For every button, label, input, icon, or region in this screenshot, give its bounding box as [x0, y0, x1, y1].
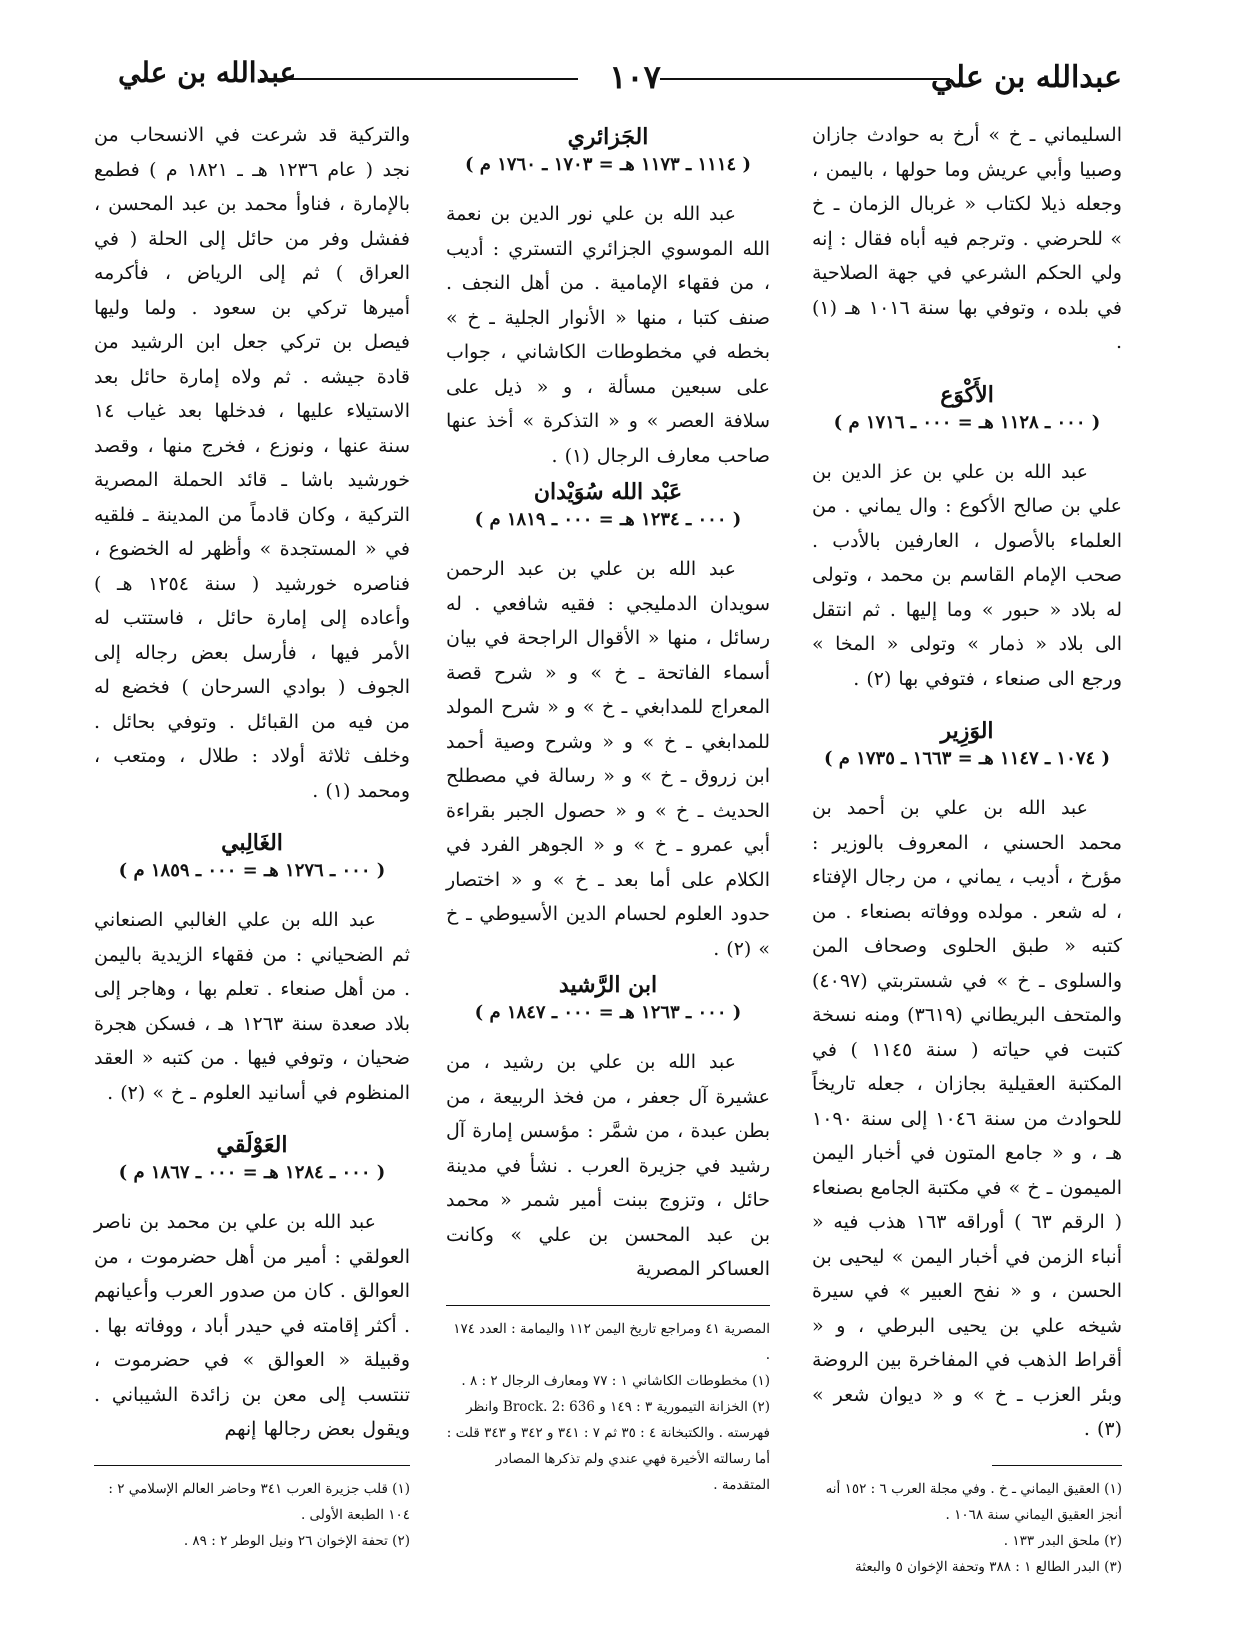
footnote-separator [446, 1305, 770, 1306]
footnote: (١) مخطوطات الكاشاني ١ : ٧٧ ومعارف الرجال ٢ : ٨ . [461, 1372, 770, 1389]
entry-title: ابن الرَّشيد [558, 972, 658, 998]
entry-jazairi [446, 124, 770, 473]
entry-text: عبد الله بن علي بن محمد بن ناصر العولقي : أمير من أهل حضرموت ، من العوالق . كان من صدور العرب وأعيانهم . أكثر إقامته في حيدر أباد ، ووفاته بها . وقبيلة « العوالق » في حضرموت ، تنتسب إلى معن بن زائدة الشيباني . ويقول بعض رجالها إنهم [94, 1211, 410, 1440]
footnote: (١) العقيق اليماني ـ خ . وفي مجلة العرب ٦ : ١٥٢ أنه أنجز العقيق اليماني سنة ١٠٦٨ . [825, 1480, 1122, 1523]
entry-title: العَوْلَقي [216, 1132, 288, 1158]
entry-suwaydan [446, 479, 770, 966]
entry-dates: ( ٠٠٠ ـ ١٢٧٦ هـ = ٠٠٠ ـ ١٨٥٩ م ) [118, 860, 386, 881]
entry-dates: ( ٠٠٠ ـ ١٢٨٤ هـ = ٠٠٠ ـ ١٨٦٧ م ) [118, 1162, 386, 1183]
header-rule-right [660, 78, 950, 80]
entry-ibn-rashid [446, 972, 770, 1287]
entry-dates: ( ٠٠٠ ـ ١٢٦٣ هـ = ٠٠٠ ـ ١٨٤٧ م ) [474, 1002, 742, 1023]
entry-text: عبد الله بن علي نور الدين بن نعمة الله الموسوي الجزائري التستري : أديب ، من فقهاء الإمامية . من أهل النجف . صنف كتبا ، منها « الأنوار الجلية ـ خ » بخطه في مخطوطات الكاشاني ، جواب على سبعين مسألة ، و « ذيل على سلافة العصر » و « التذكرة » أخذ عنها صاحب معارف الرجال (١) . [446, 203, 770, 467]
entry-dates: ( ٠٠٠ ـ ١١٢٨ هـ = ٠٠٠ ـ ١٧١٦ م ) [833, 411, 1101, 433]
continued-paragraph: والتركية قد شرعت في الانسحاب من نجد ( عام ١٢٣٦ هـ ـ ١٨٢١ م ) فطمع بالإمارة ، فناوأ محمد بن عبد المحسن ، ففشل وفر من حائل إلى الحلة ( في العراق ) ثم إلى الرياض ، فأكرمه أميرها تركي بن سعود . ولما وليها فيصل بن تركي جعل ابن الرشيد من قادة جيشه . ثم ولاه إمارة حائل بعد الاستيلاء عليها ، فدخلها بعد غياب ١٤ سنة عنها ، ونوزع ، فخرج منها ، وقصد خورشيد باشا ـ قائد الحملة المصرية التركية ، وكان قادماً من المدينة ـ فلقيه في « المستجدة » وأظهر له الخضوع ، فناصره خورشيد ( سنة ١٢٥٤ هـ ) وأعاده إلى إمارة حائل ، فاستتب له الأمر فيها ، فأرسل بعض رجاله إلى الجوف ( بوادي السرحان ) فخضع له من فيه من القبائل . وتوفي بحائل . وخلف ثلاثة أولاد : طلال ، ومتعب ، ومحمد (١) . [94, 124, 410, 802]
entry-title: الأَكْوَع [940, 381, 994, 408]
entry-wazir [812, 718, 1122, 1447]
header-rule-left [260, 78, 578, 80]
running-header-left: عبدالله بن علي [118, 56, 297, 89]
footnote: (٢) ملحق البدر ١٣٣ . [1003, 1532, 1122, 1549]
entry-title: الغَالِبي [221, 830, 283, 856]
entry-dates: ( ١١١٤ ـ ١١٧٣ هـ = ١٧٠٣ ـ ١٧٦٠ م ) [465, 154, 751, 175]
column-right [812, 118, 1122, 1580]
running-header-right: عبدالله بن علي [930, 60, 1122, 95]
page-number: ١٠٧ [609, 58, 661, 96]
entry-awlaqi [94, 1132, 410, 1447]
footnote: (٣) البدر الطالع ١ : ٣٨٨ وتحفة الإخوان ٥ والبعثة [855, 1558, 1122, 1575]
entry-ghalibi [94, 830, 410, 1110]
entry-text: عبد الله بن علي بن أحمد بن محمد الحسني ، المعروف بالوزير : مؤرخ ، أديب ، يماني ، من رجال الإفتاء ، له شعر . مولده ووفاته بصنعاء . من كتبه « طبق الحلوى وصحاف المن والسلوى ـ خ » في شستربتي (٤٠٩٧) والمتحف البريطاني (٣٦١٩) ومنه نسخة كتبت في حياته ( سنة ١١٤٥ ) في المكتبة العقيلية بجازان ، جعله تاريخاً للحوادث من سنة ١٠٤٦ إلى سنة ١٠٩٠ هـ ، و « جامع المتون في أخبار اليمن الميمون ـ خ » في مكتبة الجامع بصنعاء ( الرقم ٦٣ ) أوراقه ١٦٣ هذب فيه « أنباء الزمن في أخبار اليمن » ليحيى بن الحسن ، و « نفح العبير » في سيرة شيخه علي بن يحيى البرطي ، و « أقراط الذهب في المفاخرة بين الروضة وبئر العزب ـ خ » و « ديوان شعر » (٣) . [812, 797, 1122, 1440]
entry-text: عبد الله بن علي بن عبد الرحمن سويدان الدمليجي : فقيه شافعي . له رسائل ، منها « الأقوال الراجحة في بيان أسماء الفاتحة ـ خ » و « شرح قصة المعراج للمدابغي ـ خ » و « شرح المولد للمدابغي ـ خ » و « وشرح وصية أحمد ابن زروق ـ خ » و « رسالة في مصطلح الحديث ـ خ » و « حصول الجبر بقراءة أبي عمرو ـ خ » و « الجوهر الفرد في الكلام على أما بعد ـ خ » و « اختصار حدود العلوم لحسام الدين الأسيوطي ـ خ » (٢) . [446, 558, 770, 960]
entry-title: عَبْد الله سُوَيْدان [533, 479, 683, 505]
column-left [94, 118, 410, 1554]
footnote-separator [94, 1465, 410, 1466]
entry-text: عبد الله بن علي بن رشيد ، من عشيرة آل جعفر ، من فخذ الربيعة ، من بطن عبدة ، من شمَّر : مؤسس إمارة آل رشيد في جزيرة العرب . نشأ في مدينة حائل ، وتزوج ببنت أمير شمر « محمد بن عبد المحسن بن علي » وكانت العساكر المصرية [446, 1051, 770, 1280]
entry-title: الجَزائري [567, 124, 649, 150]
footnote: (٢) تحفة الإخوان ٢٦ ونيل الوطر ٢ : ٨٩ . [183, 1532, 410, 1549]
entry-dates: ( ١٠٧٤ ـ ١١٤٧ هـ = ١٦٦٣ ـ ١٧٣٥ م ) [824, 748, 1110, 769]
column-middle [446, 118, 770, 1498]
continued-paragraph: السليماني ـ خ » أرخ به حوادث جازان وصبيا وأبي عريش وما حولها ، باليمن ، وجعله ذيلا لكتاب « غربال الزمان ـ خ » للحرضي . وترجم فيه أباه فقال : إنه ولي الحكم الشرعي في جهة الصلاحية في بلده ، وتوفي بها سنة ١٠١٦ هـ (١) . [812, 124, 1123, 353]
entry-text: عبد الله بن علي الغالبي الصنعاني ثم الضحياني : من فقهاء الزيدية باليمن . من أهل صنعاء . تعلم بها ، وهاجر إلى بلاد صعدة سنة ١٢٦٣ هـ ، فسكن هجرة ضحيان ، وتوفي فيها . من كتبه « العقد المنظوم في أسانيد العلوم ـ خ » (٢) . [94, 909, 410, 1104]
footnote: (٢) الخزانة التيمورية ٣ : ١٤٩ و Brock. 2: 636 وانظر فهرسته . والكتبخانة ٤ : ٣٥ ثم ٧ : ٣٤١ و ٣٤٢ و ٣٤٣ قلت : أما رسالته الأخيرة فهي عندي ولم تذكرها المصادر المتقدمة . [446, 1398, 770, 1493]
entry-akwa [812, 382, 1122, 697]
entry-dates: ( ٠٠٠ ـ ١٢٣٤ هـ = ٠٠٠ ـ ١٨١٩ م ) [474, 509, 742, 530]
footnote-separator [992, 1465, 1122, 1466]
entry-title: الوَزِير [940, 718, 994, 744]
entry-text: عبد الله بن علي بن عز الدين بن علي بن صالح الأكوع : وال يماني . من العلماء بالأصول ، العارفين بالأدب . صحب الإمام القاسم بن محمد ، وتولى له بلاد « حبور » وما إليها . ثم انتقل الى بلاد « ذمار » وتولى « المخا » ورجع الى صنعاء ، فتوفي بها (٢) . [812, 460, 1122, 690]
footnote: (١) قلب جزيرة العرب ٣٤١ وحاضر العالم الإسلامي ٢ : ١٠٤ الطبعة الأولى . [108, 1480, 410, 1523]
footnote: المصرية ٤١ ومراجع تاريخ اليمن ١١٢ واليمامة : العدد ١٧٤ . [453, 1320, 770, 1363]
